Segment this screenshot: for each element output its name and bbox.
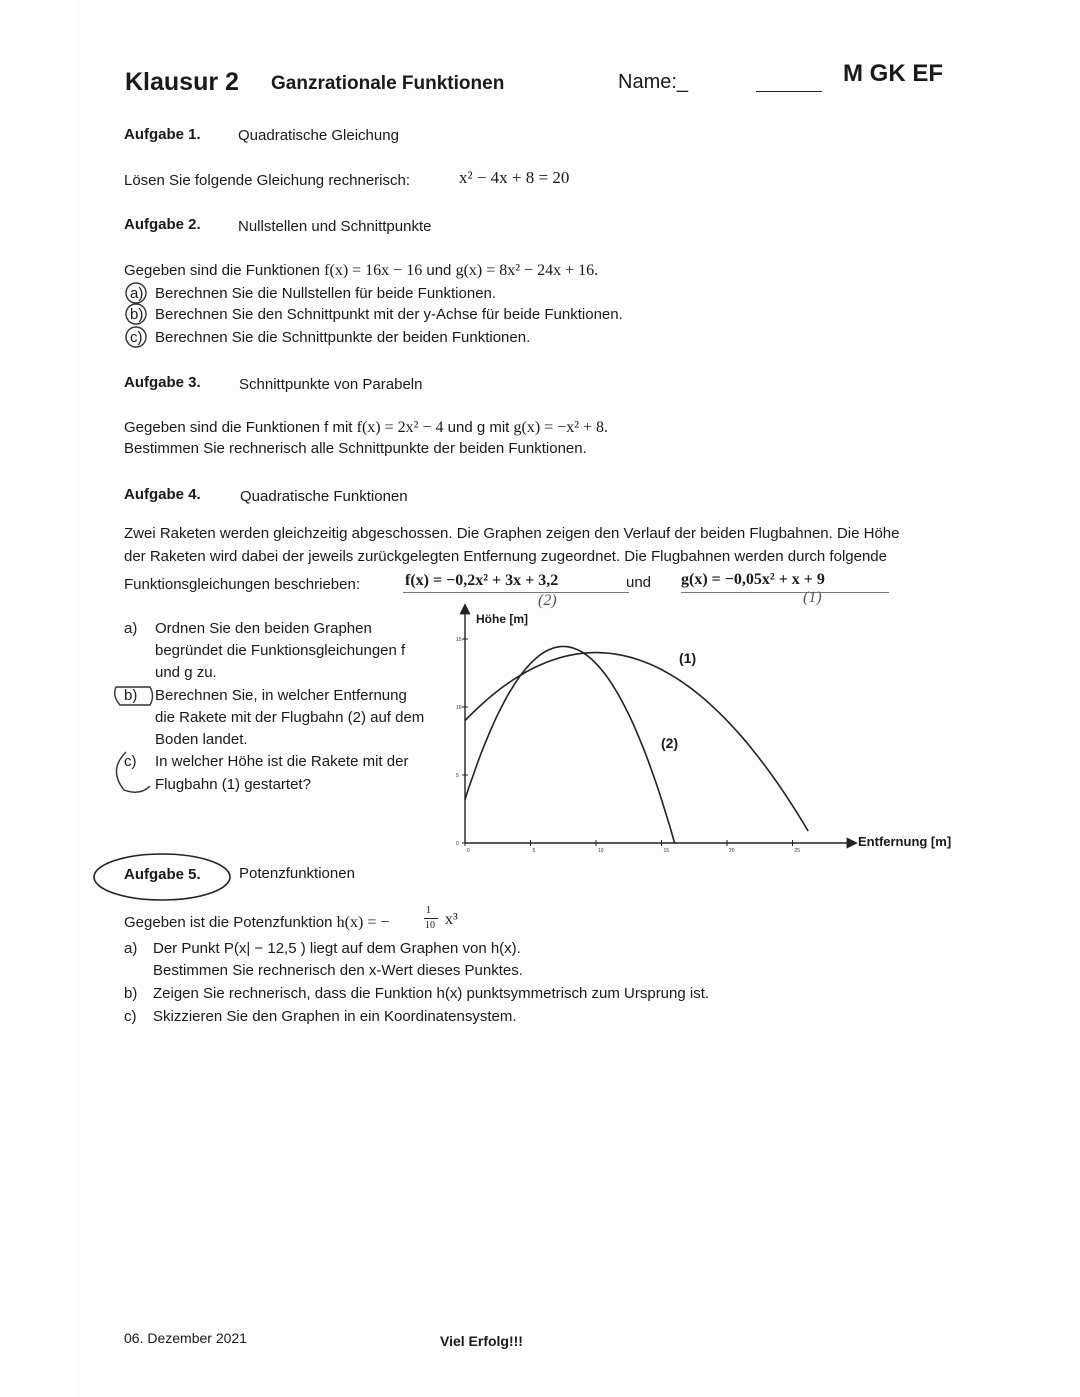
- task4-item-a-marker: a): [124, 620, 138, 637]
- task5-item-a-line1: Der Punkt P(x| − 12,5 ) liegt auf dem Graphen von h(x).: [153, 940, 521, 957]
- fraction-denominator: 10: [425, 920, 435, 931]
- exam-topic: Ganzrationale Funktionen: [271, 73, 505, 94]
- task4-item-a-line1: Ordnen Sie den beiden Graphen: [155, 620, 372, 637]
- task4-item-b-line1: Berechnen Sie, in welcher Entfernung: [155, 687, 407, 704]
- x-tick-label: 15: [663, 848, 670, 854]
- handwritten-note-2: (2): [538, 592, 557, 609]
- x-tick-label: 0: [467, 848, 470, 854]
- y-tick-label: 10: [456, 705, 462, 711]
- good-luck: Viel Erfolg!!!: [440, 1333, 523, 1349]
- task4-f-equation: f(x) = −0,2x² + 3x + 3,2: [405, 572, 559, 589]
- y-tick-label: 5: [456, 773, 459, 779]
- task2-item-b: Berechnen Sie den Schnittpunkt mit der y-Achse für beide Funktionen.: [155, 306, 623, 323]
- task4-and: und: [626, 574, 652, 591]
- task5-label: Aufgabe 5.: [124, 866, 201, 883]
- series-2-label: (2): [661, 735, 679, 751]
- task4-line2: der Raketen wird dabei der jeweils zurückgelegten Entfernung zugeordnet. Die Flugbahnen werden durch folgende: [124, 548, 887, 565]
- task4-item-c-line2: Flugbahn (1) gestartet?: [155, 776, 311, 793]
- task5-item-c-marker: c): [124, 1008, 137, 1025]
- task1-equation: x² − 4x + 8 = 20: [459, 168, 570, 187]
- x-tick-label: 5: [532, 848, 536, 854]
- x-axis-label: Entfernung [m]: [858, 834, 952, 849]
- task2-item-c-marker: c): [130, 329, 143, 346]
- task2-item-a-marker: a): [130, 285, 144, 302]
- task1-label: Aufgabe 1.: [124, 126, 201, 143]
- series-2-curve: [465, 647, 675, 844]
- fraction-bar: [424, 918, 438, 919]
- task4-item-a-line2: begründet die Funktionsgleichungen f: [155, 642, 406, 659]
- task4-label: Aufgabe 4.: [124, 486, 201, 503]
- series-1-curve: [465, 653, 808, 832]
- task3-topic: Schnittpunkte von Parabeln: [239, 376, 423, 393]
- task1-topic: Quadratische Gleichung: [238, 127, 399, 144]
- task4-item-c-marker: c): [124, 753, 137, 770]
- task2-item-c: Berechnen Sie die Schnittpunkte der beiden Funktionen.: [155, 329, 531, 346]
- exam-date: 06. Dezember 2021: [124, 1330, 247, 1346]
- task5-item-a-line2: Bestimmen Sie rechnerisch den x-Wert dieses Punktes.: [153, 962, 523, 979]
- task3-line2: Bestimmen Sie rechnerisch alle Schnittpunkte der beiden Funktionen.: [124, 440, 587, 457]
- series-1-label: (1): [679, 650, 697, 666]
- task4-item-b-marker: b): [124, 687, 138, 704]
- y-tick-label: 0: [456, 841, 459, 847]
- task2-topic: Nullstellen und Schnittpunkte: [238, 218, 432, 235]
- exam-title: Klausur 2: [125, 68, 239, 96]
- task2-intro: Gegeben sind die Funktionen f(x) = 16x − 16 und g(x) = 8x² − 24x + 16.: [124, 262, 599, 279]
- task2-label: Aufgabe 2.: [124, 216, 201, 233]
- task4-item-a-line3: und g zu.: [155, 664, 217, 681]
- task3-line1: Gegeben sind die Funktionen f mit f(x) = 2x² − 4 und g mit g(x) = −x² + 8.: [124, 419, 609, 436]
- task3-label: Aufgabe 3.: [124, 374, 201, 391]
- name-label: Name:_: [618, 71, 689, 93]
- y-axis-label: Höhe [m]: [476, 612, 528, 626]
- task4-item-b-line3: Boden landet.: [155, 731, 248, 748]
- task4-g-equation: g(x) = −0,05x² + x + 9: [681, 571, 825, 588]
- task5-item-b-line1: Zeigen Sie rechnerisch, dass die Funktion h(x) punktsymmetrisch zum Ursprung ist.: [153, 985, 710, 1002]
- task4-item-c-line1: In welcher Höhe ist die Rakete mit der: [155, 753, 409, 770]
- x-tick-label: 10: [598, 848, 604, 854]
- task4-line3: Funktionsgleichungen beschrieben:: [124, 576, 360, 593]
- task5-item-a-marker: a): [124, 940, 138, 957]
- task2-item-a: Berechnen Sie die Nullstellen für beide Funktionen.: [155, 285, 497, 302]
- task4-line1: Zwei Raketen werden gleichzeitig abgeschossen. Die Graphen zeigen den Verlauf der beiden Flugbahnen. Die Höhe: [124, 525, 900, 542]
- task5-intro: Gegeben ist die Potenzfunktion h(x) = −: [124, 914, 390, 931]
- task5-topic: Potenzfunktionen: [239, 865, 355, 882]
- fraction-numerator: 1: [426, 905, 431, 916]
- x-tick-label: 25: [794, 848, 801, 854]
- task5-power: x³: [445, 911, 458, 928]
- task2-item-b-marker: b): [130, 306, 144, 323]
- task4-item-b-line2: die Rakete mit der Flugbahn (2) auf dem: [155, 709, 425, 726]
- course-code: M GK EF: [843, 60, 943, 87]
- handwritten-note-1: (1): [803, 589, 822, 606]
- task5-item-c-line1: Skizzieren Sie den Graphen in ein Koordinatensystem.: [153, 1008, 517, 1025]
- task4-topic: Quadratische Funktionen: [240, 488, 408, 505]
- task1-text: Lösen Sie folgende Gleichung rechnerisch:: [124, 172, 411, 189]
- x-tick-label: 20: [729, 848, 735, 854]
- task5-item-b-marker: b): [124, 985, 138, 1002]
- y-tick-label: 15: [456, 637, 462, 643]
